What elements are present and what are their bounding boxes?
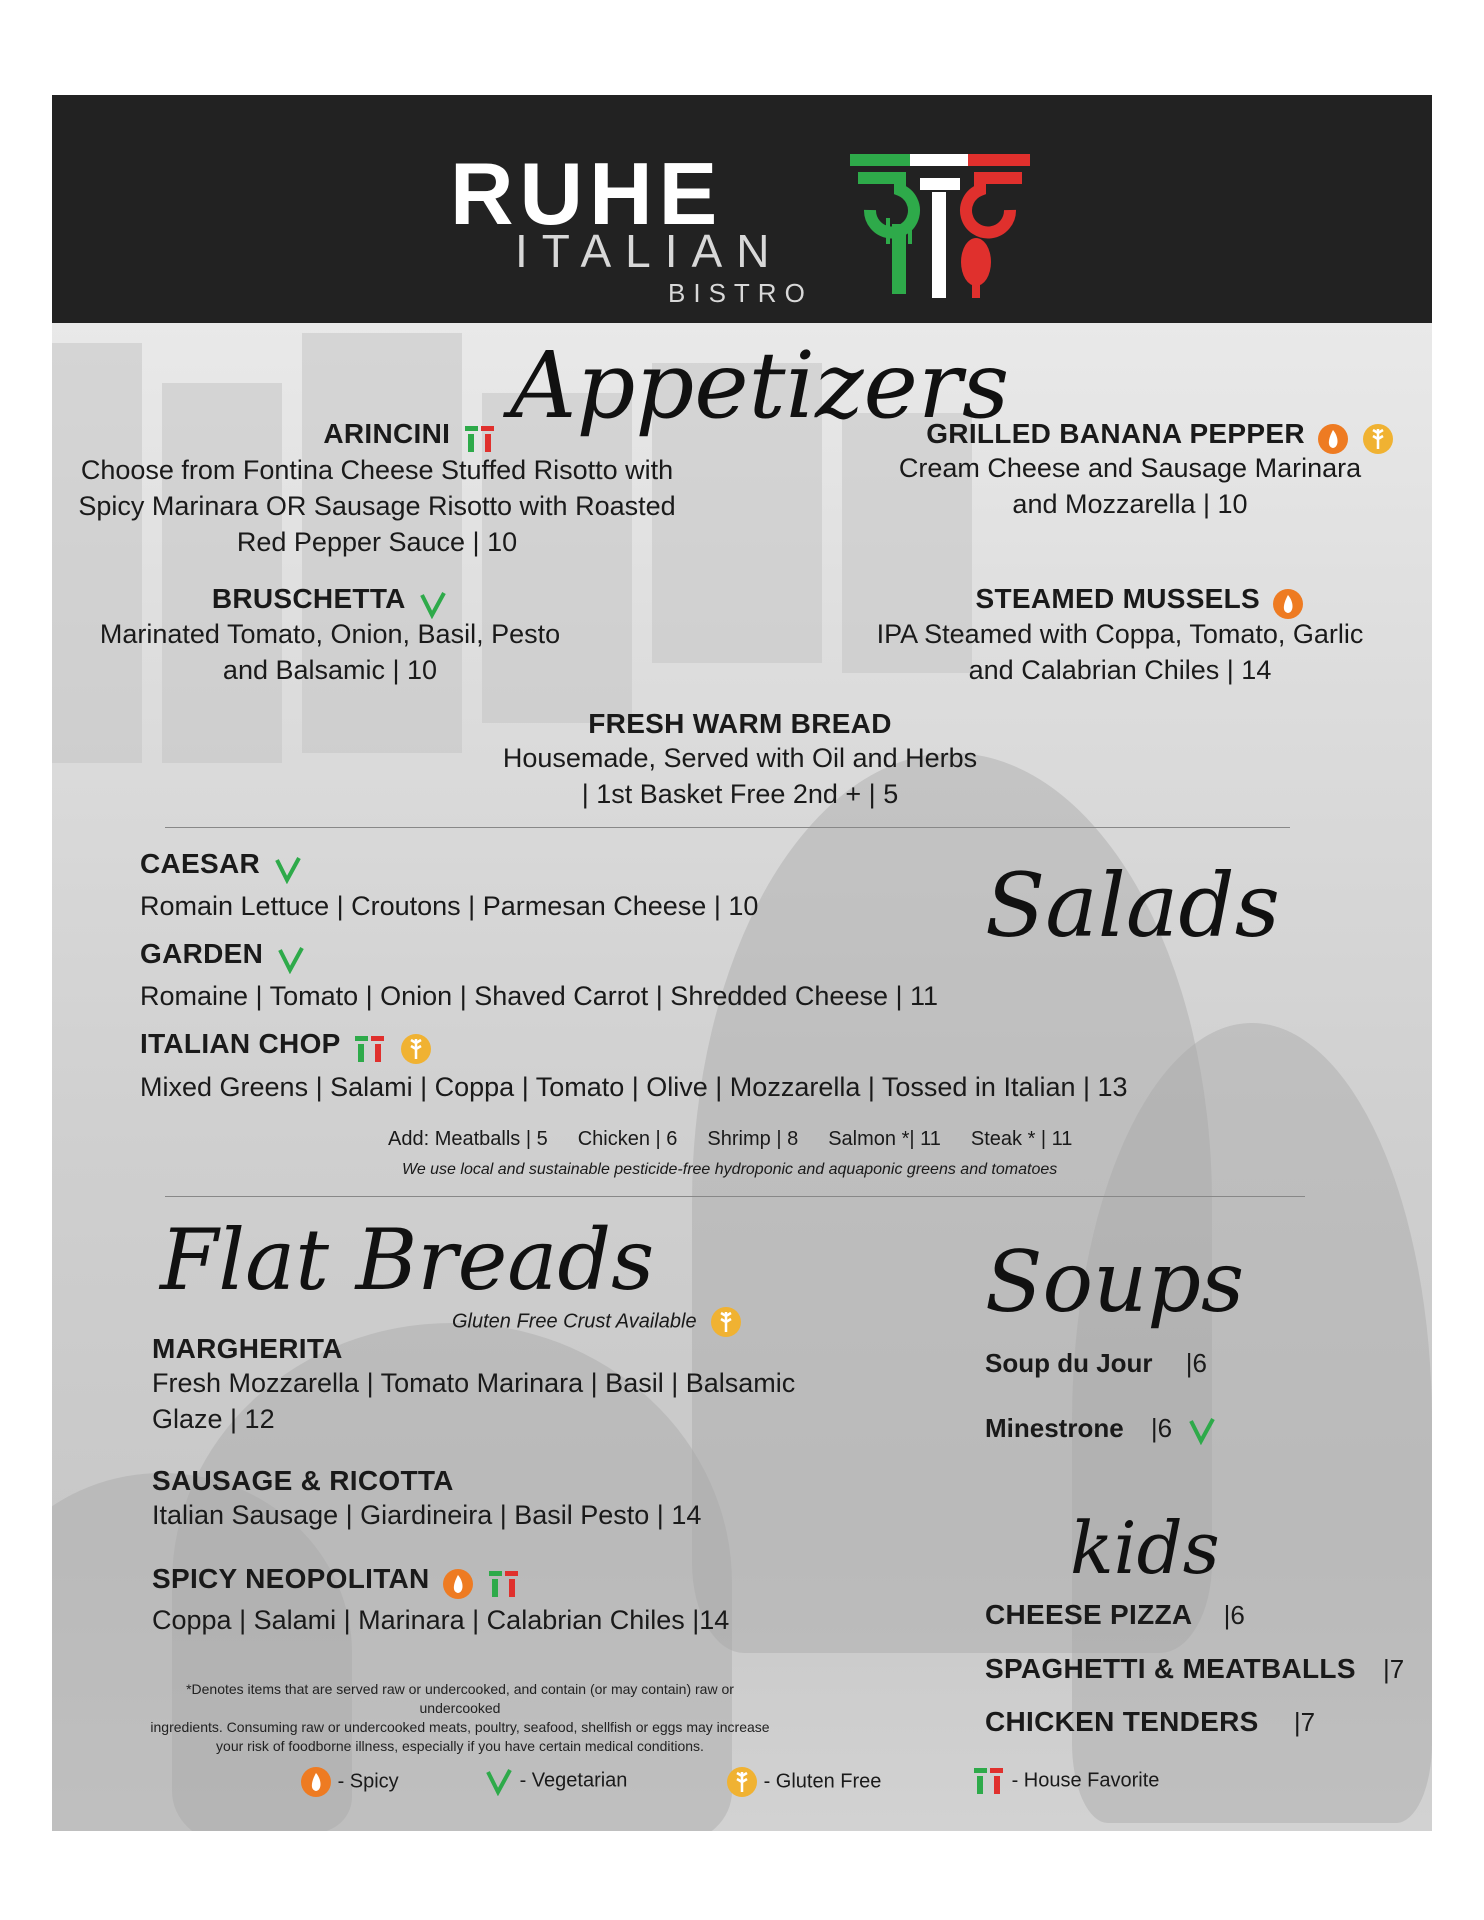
desc-line: Spicy Marinara OR Sausage Risotto with Roasted (78, 491, 676, 521)
desc-line: and Balsamic | 10 (222, 655, 438, 685)
vegetarian-icon (484, 1766, 514, 1796)
item-title: GRILLED BANANA PEPPER (926, 418, 1305, 449)
addon: Salmon *| 11 (828, 1128, 941, 1150)
salad-italian-chop (140, 1030, 1128, 1105)
house-favorite-icon (487, 1569, 521, 1599)
logo-column-icon (850, 152, 1030, 302)
soup-item (985, 1348, 1207, 1379)
gluten-free-icon (726, 1766, 758, 1798)
item-desc: Romaine | Tomato | Onion | Shaved Carrot | Shredded Cheese | 11 (140, 980, 939, 1011)
item-name: Soup du Jour (985, 1348, 1153, 1378)
desc-line: Red Pepper Sauce | 10 (236, 527, 518, 557)
spicy-icon (300, 1766, 332, 1798)
desc-line: Cream Cheese and Sausage Marinara (898, 453, 1362, 483)
item-title: BRUSCHETTA (211, 583, 406, 614)
vegetarian-icon (1187, 1415, 1217, 1445)
flatbreads-subtitle (452, 1306, 742, 1338)
desc-line: and Calabrian Chiles | 14 (968, 655, 1272, 685)
divider (165, 1196, 1305, 1197)
legend-label: - Spicy (337, 1770, 399, 1793)
desc-line: Choose from Fontina Cheese Stuffed Risotto with (80, 455, 674, 485)
appetizer-mussels-desc (850, 616, 1390, 688)
appetizer-bread-desc (460, 740, 1020, 812)
legend-label: - Vegetarian (519, 1769, 628, 1792)
soups-heading: Soups (985, 1233, 1245, 1331)
appetizer-mussels (900, 585, 1380, 620)
disclaimer-line: *Denotes items that are served raw or undercooked, and contain (or may contain) raw or undercooked (186, 1681, 734, 1716)
item-title: ARINCINI (323, 418, 451, 449)
brand-number: 152 (918, 151, 944, 168)
kids-item (985, 1654, 1404, 1685)
brand-italian: ITALIAN (515, 225, 784, 277)
item-price: |6 (1185, 1348, 1207, 1378)
appetizer-bruschetta (100, 585, 560, 619)
spicy-icon (1272, 588, 1304, 620)
house-favorite-icon (972, 1766, 1006, 1796)
vegetarian-icon (418, 589, 448, 619)
item-title: SAUSAGE & RICOTTA (152, 1465, 454, 1496)
salad-note: We use local and sustainable pesticide-free hydroponic and aquaponic greens and tomatoes (402, 1161, 1058, 1178)
salad-addons (388, 1128, 1148, 1151)
appetizer-arincini-desc (72, 452, 682, 560)
gluten-free-icon (710, 1306, 742, 1338)
divider (165, 827, 1290, 828)
appetizer-bread (460, 710, 1020, 738)
disclaimer-line: ingredients. Consuming raw or undercooked meats, poultry, seafood, shellfish or eggs may increase (150, 1719, 770, 1735)
flatbread-spicy-neopolitan (152, 1565, 729, 1638)
desc-line: and Mozzarella | 10 (1012, 489, 1248, 519)
item-title: GARDEN (140, 938, 264, 969)
item-title: STEAMED MUSSELS (975, 583, 1261, 614)
gluten-free-icon (400, 1033, 432, 1065)
salads-heading: Salads (985, 854, 1280, 957)
desc-line: | 1st Basket Free 2nd + | 5 (581, 779, 899, 809)
desc-line: Glaze | 12 (152, 1404, 275, 1434)
item-price: |6 (1150, 1413, 1173, 1443)
kids-item (985, 1600, 1245, 1631)
addon: Steak * | 11 (970, 1128, 1073, 1150)
subtitle-text: Gluten Free Crust Available (452, 1310, 697, 1333)
legend-label: - Gluten Free (763, 1770, 882, 1793)
desc-line: Fresh Mozzarella | Tomato Marinara | Basil | Balsamic (152, 1368, 796, 1398)
desc-line: Coppa | Salami | Marinara | Calabrian Chiles |14 (152, 1604, 730, 1635)
salad-caesar (140, 850, 758, 924)
kids-item (985, 1707, 1315, 1738)
item-title: CAESAR (140, 848, 261, 879)
desc-line: IPA Steamed with Coppa, Tomato, Garlic (876, 619, 1364, 649)
legend-label: - House Favorite (1011, 1769, 1160, 1792)
item-name: Minestrone (985, 1413, 1124, 1443)
flatbread-sausage-ricotta (152, 1467, 701, 1533)
addon: Shrimp | 8 (707, 1128, 799, 1150)
house-favorite-icon (353, 1034, 387, 1064)
item-price: |7 (1293, 1707, 1316, 1737)
item-name: CHEESE PIZZA (985, 1599, 1193, 1630)
desc-line: Italian Sausage | Giardineira | Basil Pesto | 14 (152, 1500, 702, 1530)
item-title: SPICY NEOPOLITAN (152, 1563, 430, 1594)
legend-vegetarian (484, 1766, 627, 1796)
legend-spicy (300, 1766, 399, 1798)
soup-item (985, 1413, 1217, 1445)
item-name: SPAGHETTI & MEATBALLS (985, 1653, 1356, 1684)
item-desc: Romain Lettuce | Croutons | Parmesan Cheese | 10 (140, 890, 759, 921)
item-title: ITALIAN CHOP (140, 1028, 341, 1059)
disclaimer-line: your risk of foodborne illness, especially if you have certain medical conditions. (216, 1738, 704, 1754)
item-desc: Mixed Greens | Salami | Coppa | Tomato | Olive | Mozzarella | Tossed in Italian | 13 (140, 1071, 1128, 1102)
desc-line: Marinated Tomato, Onion, Basil, Pesto (99, 619, 561, 649)
house-favorite-icon (463, 424, 497, 454)
disclaimer (150, 1680, 770, 1756)
item-title: FRESH WARM BREAD (588, 708, 892, 739)
appetizer-bruschetta-desc (90, 616, 570, 688)
legend-gluten-free (726, 1766, 881, 1798)
item-price: |7 (1383, 1654, 1405, 1684)
legend-house-favorite (972, 1766, 1159, 1796)
appetizer-banana-pepper-desc (880, 450, 1380, 522)
vegetarian-icon (273, 854, 303, 884)
appetizers-heading: Appetizers (510, 332, 1010, 439)
addon: Add: Meatballs | 5 (388, 1128, 548, 1150)
spicy-icon (442, 1568, 474, 1600)
brand-bistro: BISTRO (668, 278, 813, 308)
addon: Chicken | 6 (577, 1128, 678, 1150)
salad-garden (140, 940, 938, 1014)
flatbreads-heading: Flat Breads (160, 1211, 655, 1309)
item-name: CHICKEN TENDERS (985, 1706, 1259, 1737)
desc-line: Housemade, Served with Oil and Herbs (502, 743, 978, 773)
flatbread-margherita (152, 1335, 795, 1437)
brand-name: RUHE (450, 144, 724, 243)
kids-heading: kids (1070, 1506, 1220, 1590)
item-title: MARGHERITA (152, 1333, 343, 1364)
appetizer-arincini (90, 420, 670, 454)
vegetarian-icon (276, 944, 306, 974)
item-price: |6 (1223, 1600, 1245, 1630)
